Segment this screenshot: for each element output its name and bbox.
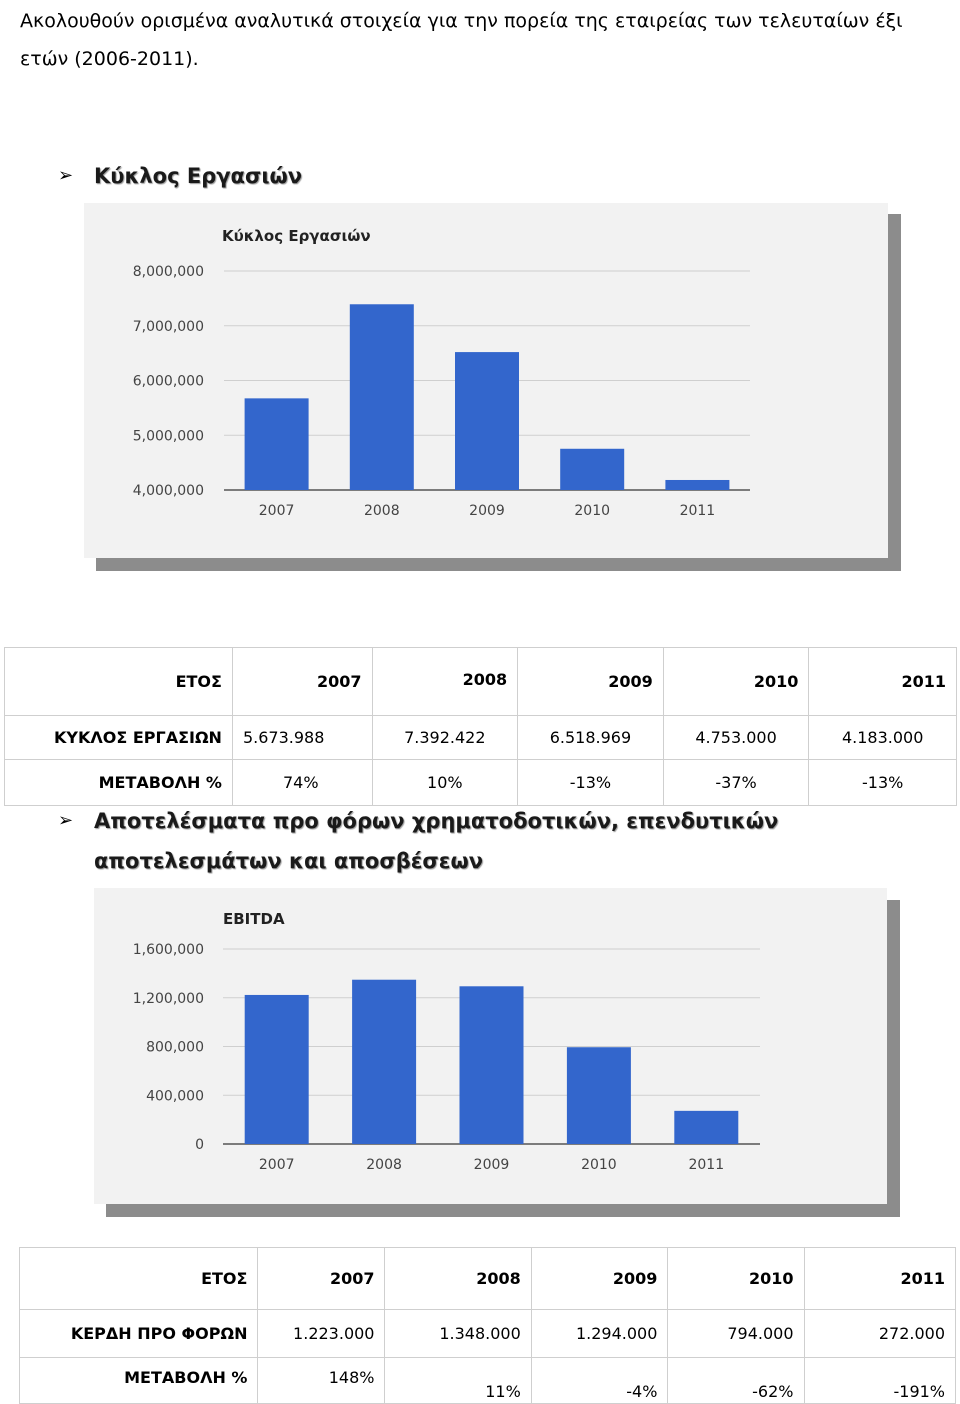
bar-2010 <box>560 449 624 490</box>
table-row <box>20 1310 956 1358</box>
table-cell: 5.673.988 <box>232 716 372 760</box>
y-tick-label: 1,200,000 <box>132 990 204 1007</box>
section-heading-turnover <box>58 156 302 196</box>
table-row <box>5 716 957 760</box>
y-tick-label: 0 <box>195 1137 204 1153</box>
table-cell: 272.000 <box>804 1310 956 1358</box>
x-tick-label: 2008 <box>366 1157 402 1173</box>
table-cell: 6.518.969 <box>518 716 664 760</box>
table-cell: 4.753.000 <box>663 716 809 760</box>
table-cell: -13% <box>518 760 664 806</box>
table-cell: 2008 <box>372 648 518 716</box>
bar-2008 <box>352 980 416 1144</box>
bar-2007 <box>245 995 309 1144</box>
table-cell: 2009 <box>518 648 664 716</box>
table-header-row <box>5 648 957 716</box>
table-cell: -191% <box>804 1358 956 1404</box>
section-heading-text: Κύκλος Εργασιών <box>94 164 303 188</box>
table-cell: 2010 <box>668 1248 804 1310</box>
table-cell: 11% <box>385 1358 531 1404</box>
table-cell: -62% <box>668 1358 804 1404</box>
y-tick-label: 7,000,000 <box>132 318 204 335</box>
table-cell: 1.223.000 <box>258 1310 385 1358</box>
table-cell: ΕΤΟΣ <box>5 648 233 716</box>
table-cell: 2008 <box>385 1248 531 1310</box>
table-cell: 794.000 <box>668 1310 804 1358</box>
table-cell: -4% <box>531 1358 668 1404</box>
turnover-table <box>4 647 957 806</box>
chart-title: EBITDA <box>223 910 285 928</box>
table-cell: -37% <box>663 760 809 806</box>
bar-2011 <box>674 1111 738 1144</box>
table-cell: 2010 <box>663 648 809 716</box>
bar-2007 <box>245 398 309 490</box>
bar-2011 <box>665 480 729 490</box>
y-tick-label: 4,000,000 <box>132 483 204 499</box>
bar-2010 <box>567 1047 631 1144</box>
table-cell: 7.392.422 <box>372 716 518 760</box>
x-tick-label: 2007 <box>258 503 295 519</box>
section-heading-line2: αποτελεσμάτων και αποσβέσεων <box>94 849 484 873</box>
table-cell: 2009 <box>531 1248 668 1310</box>
profit-table <box>19 1247 956 1404</box>
table-cell: ΜΕΤΑΒΟΛΗ % <box>5 760 233 806</box>
table-cell: ΚΕΡΔΗ ΠΡΟ ΦΟΡΩΝ <box>20 1310 258 1358</box>
table-cell: 2011 <box>809 648 957 716</box>
intro-paragraph: Ακολουθούν ορισμένα αναλυτικά στοιχεία για την πορεία της εταιρείας των τελευταίων έξι ετών (2006-2011). <box>20 10 903 70</box>
bullet-arrow-icon: ➢ <box>58 810 74 831</box>
turnover-bar-chart <box>84 203 888 558</box>
table-cell: 10% <box>372 760 518 806</box>
x-tick-label: 2011 <box>688 1157 725 1173</box>
table-cell: 1.348.000 <box>385 1310 531 1358</box>
x-tick-label: 2010 <box>574 503 611 519</box>
bullet-arrow-icon: ➢ <box>58 165 74 186</box>
table-row <box>5 760 957 806</box>
bar-2008 <box>350 304 414 490</box>
y-tick-label: 6,000,000 <box>132 373 204 390</box>
x-tick-label: 2009 <box>469 503 505 519</box>
y-tick-label: 5,000,000 <box>132 428 204 445</box>
bar-2009 <box>455 352 519 490</box>
table-cell: 74% <box>232 760 372 806</box>
chart-title: Κύκλος Εργασιών <box>222 227 371 245</box>
bar-2009 <box>460 986 524 1144</box>
y-tick-label: 1,600,000 <box>132 942 204 958</box>
y-tick-label: 400,000 <box>146 1088 204 1105</box>
table-cell: 4.183.000 <box>809 716 957 760</box>
table-cell: 148% <box>258 1358 385 1404</box>
table-cell: ΕΤΟΣ <box>20 1248 258 1310</box>
table-row <box>20 1358 956 1404</box>
y-tick-label: 800,000 <box>146 1039 204 1056</box>
section-heading-ebitda <box>58 801 778 881</box>
table-header-row <box>20 1248 956 1310</box>
table-cell: 2007 <box>232 648 372 716</box>
table-cell: -13% <box>809 760 957 806</box>
section-heading-line1: Αποτελέσματα προ φόρων χρηματοδοτικών, επενδυτικών <box>94 809 779 833</box>
y-tick-label: 8,000,000 <box>132 264 204 280</box>
table-cell: 2007 <box>258 1248 385 1310</box>
table-cell: ΚΥΚΛΟΣ ΕΡΓΑΣΙΩΝ <box>5 716 233 760</box>
x-tick-label: 2009 <box>473 1157 510 1173</box>
ebitda-bar-chart <box>94 888 887 1204</box>
table-cell: 1.294.000 <box>531 1310 668 1358</box>
x-tick-label: 2008 <box>363 503 400 519</box>
x-tick-label: 2010 <box>581 1157 617 1173</box>
x-tick-label: 2007 <box>258 1157 295 1173</box>
x-tick-label: 2011 <box>679 503 716 519</box>
table-cell: 2011 <box>804 1248 956 1310</box>
table-cell: ΜΕΤΑΒΟΛΗ % <box>20 1358 258 1404</box>
